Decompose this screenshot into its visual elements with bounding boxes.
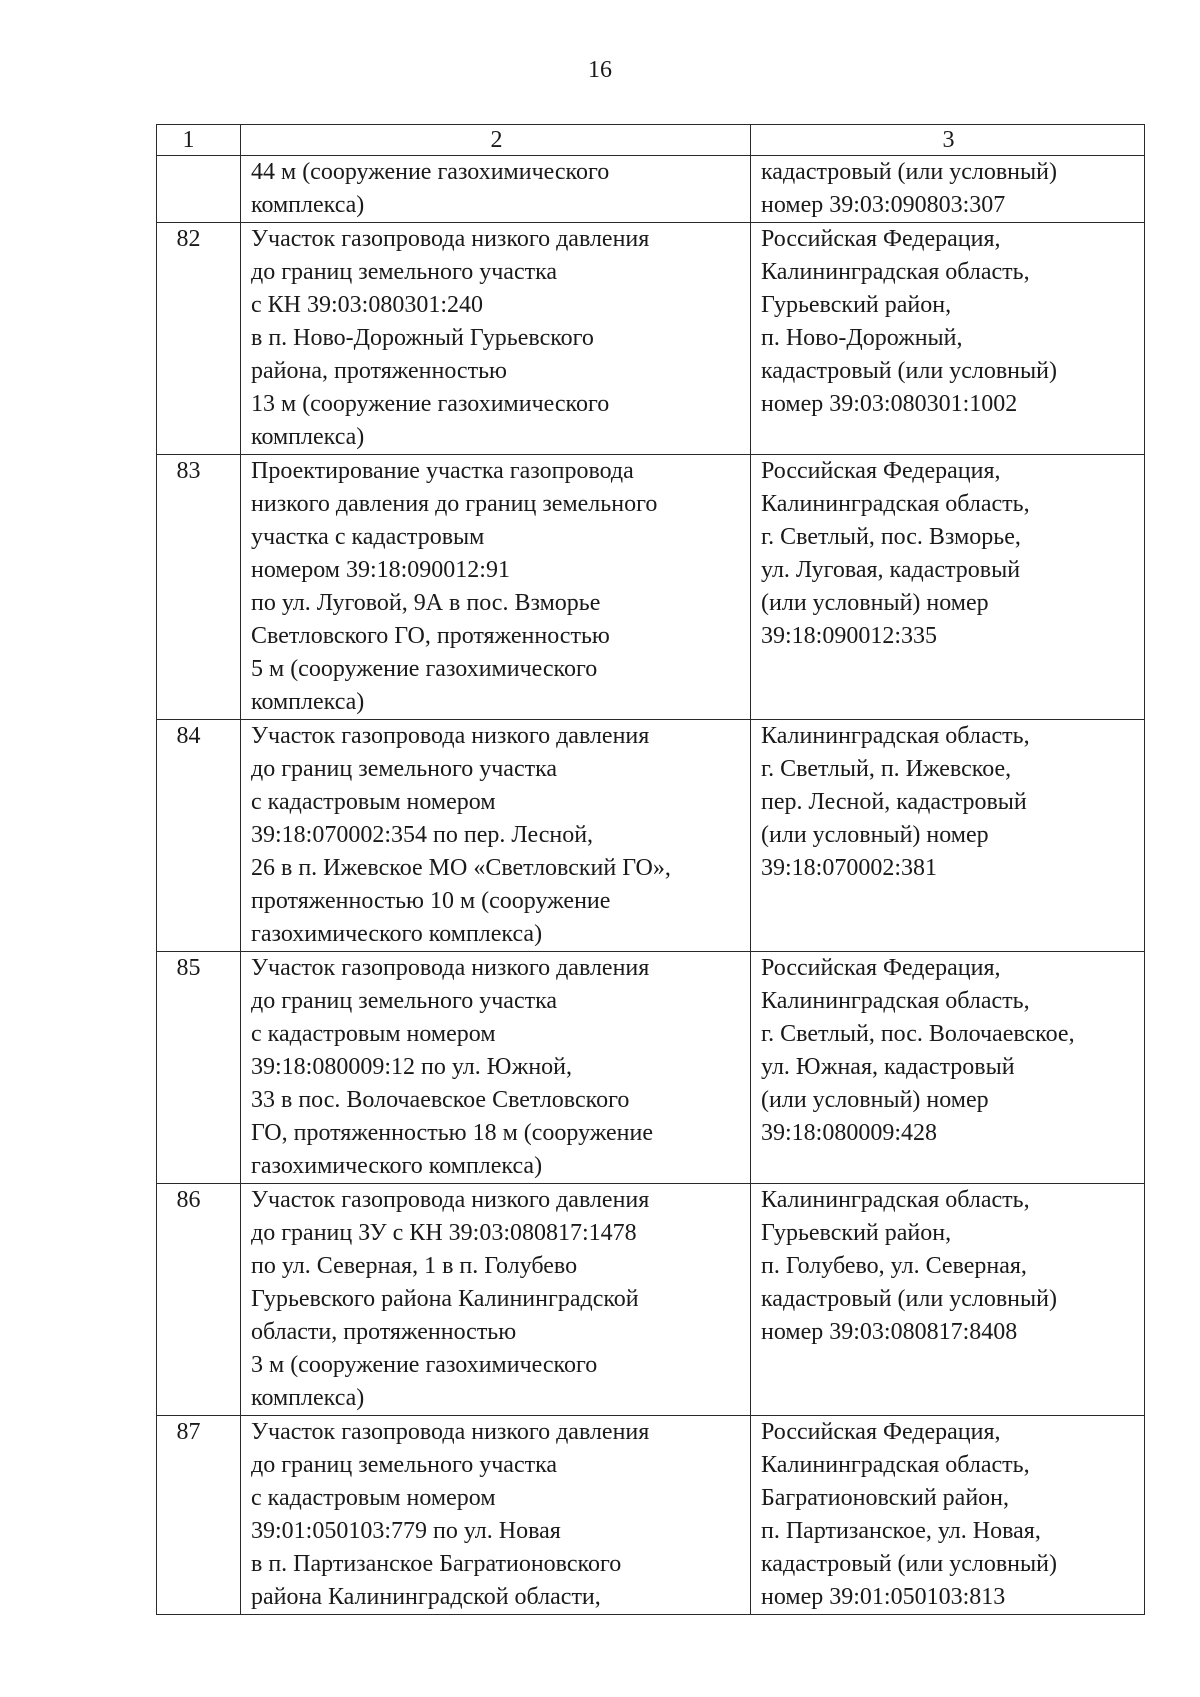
row-location: Калининградская область, г. Светлый, п. Ижевское, пер. Лесной, кадастровый (или условный) номер 39:18:070002:381 — [751, 720, 1145, 952]
registry-table — [156, 124, 1145, 1615]
column-header-2: 2 — [241, 125, 751, 156]
table-header-row — [157, 125, 1145, 156]
row-number: 84 — [157, 720, 241, 952]
row-number: 83 — [157, 455, 241, 720]
page-number: 16 — [588, 57, 612, 83]
row-location: Российская Федерация, Калининградская область, Гурьевский район, п. Ново-Дорожный, кадастровый (или условный) номер 39:03:080301:1002 — [751, 223, 1145, 455]
row-description: 44 м (сооружение газохимического комплекса) — [241, 156, 751, 223]
row-description: Участок газопровода низкого давления до границ земельного участка с кадастровым номером 39:18:080009:12 по ул. Южной, 33 в пос. Волочаевское Светловского ГО, протяженностью 18 м (сооружение газохимического комплекса) — [241, 952, 751, 1184]
row-number: 85 — [157, 952, 241, 1184]
row-number: 87 — [157, 1416, 241, 1615]
row-location: Российская Федерация, Калининградская область, г. Светлый, пос. Волочаевское, ул. Южная, кадастровый (или условный) номер 39:18:080009:428 — [751, 952, 1145, 1184]
column-header-1: 1 — [157, 125, 241, 156]
table-row — [157, 223, 1145, 455]
row-description: Проектирование участка газопровода низкого давления до границ земельного участка с кадастровым номером 39:18:090012:91 по ул. Луговой, 9А в пос. Взморье Светловского ГО, протяженностью 5 м (сооружение газохимического комплекса) — [241, 455, 751, 720]
row-description: Участок газопровода низкого давления до границ земельного участка с кадастровым номером 39:01:050103:779 по ул. Новая в п. Партизанское Багратионовского района Калининградской области, — [241, 1416, 751, 1615]
row-number: 86 — [157, 1184, 241, 1416]
row-location: Российская Федерация, Калининградская область, г. Светлый, пос. Взморье, ул. Луговая, кадастровый (или условный) номер 39:18:090012:335 — [751, 455, 1145, 720]
row-location: кадастровый (или условный) номер 39:03:090803:307 — [751, 156, 1145, 223]
table-row — [157, 455, 1145, 720]
row-location: Калининградская область, Гурьевский район, п. Голубево, ул. Северная, кадастровый (или условный) номер 39:03:080817:8408 — [751, 1184, 1145, 1416]
row-location: Российская Федерация, Калининградская область, Багратионовский район, п. Партизанское, ул. Новая, кадастровый (или условный) номер 39:01:050103:813 — [751, 1416, 1145, 1615]
row-number: 82 — [157, 223, 241, 455]
table-row — [157, 156, 1145, 223]
table-row — [157, 1184, 1145, 1416]
column-header-3: 3 — [751, 125, 1145, 156]
row-description: Участок газопровода низкого давления до границ ЗУ с КН 39:03:080817:1478 по ул. Северная, 1 в п. Голубево Гурьевского района Калининградской области, протяженностью 3 м (сооружение газохимического комплекса) — [241, 1184, 751, 1416]
table-row — [157, 720, 1145, 952]
table-row — [157, 952, 1145, 1184]
table-row — [157, 1416, 1145, 1615]
row-number — [157, 156, 241, 223]
row-description: Участок газопровода низкого давления до границ земельного участка с кадастровым номером 39:18:070002:354 по пер. Лесной, 26 в п. Ижевское МО «Светловский ГО», протяженностью 10 м (сооружение газохимического комплекса) — [241, 720, 751, 952]
row-description: Участок газопровода низкого давления до границ земельного участка с КН 39:03:080301:240 в п. Ново-Дорожный Гурьевского района, протяженностью 13 м (сооружение газохимического комплекса) — [241, 223, 751, 455]
